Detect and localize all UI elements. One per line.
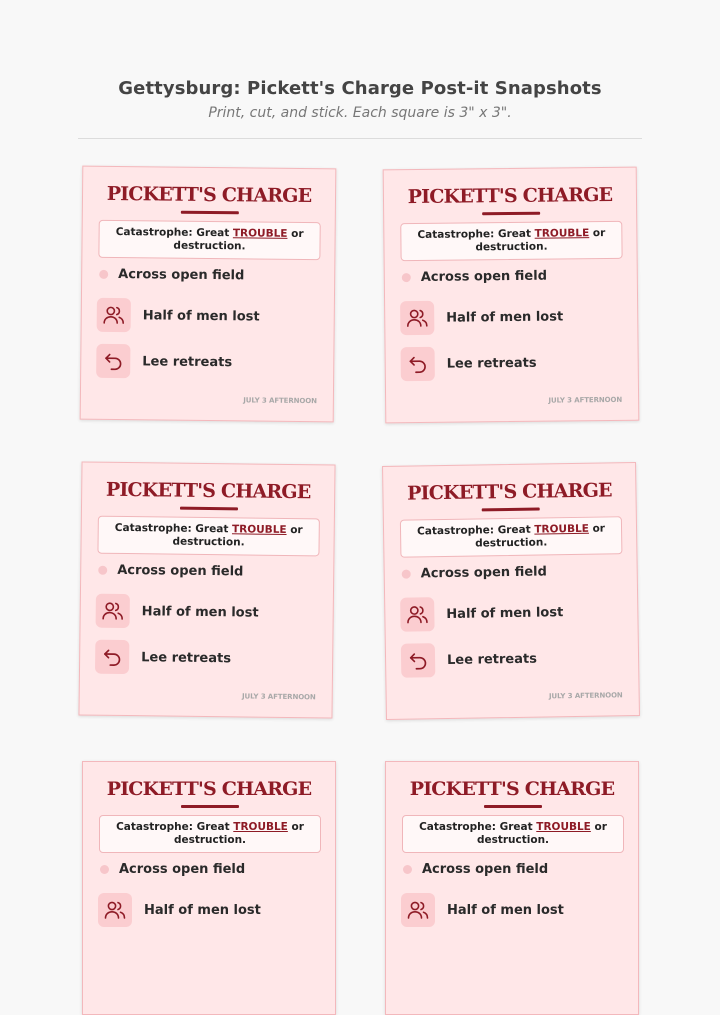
bullet-dot-icon [402, 273, 411, 282]
page-title: Gettysburg: Pickett's Charge Post-it Snapshots [118, 78, 602, 99]
notes-grid[interactable] [0, 150, 720, 918]
definition-box [400, 516, 623, 557]
item-label: Across open field [117, 562, 244, 580]
undo-arrow-icon [401, 643, 436, 678]
definition-prefix: Catastrophe: Great [116, 821, 234, 833]
note-heading-underline [482, 212, 540, 216]
definition-suffix: or destruction. [173, 227, 304, 253]
note-item-lee-retreats [401, 642, 537, 678]
item-label: Across open field [420, 564, 547, 582]
note-heading-underline [180, 507, 238, 511]
note-stamp: JULY 3 AFTERNOON [548, 395, 623, 405]
note-item-open-field [400, 269, 547, 286]
note-item-open-field [401, 862, 548, 877]
bullet-dot-icon [99, 270, 108, 279]
note-stamp: JULY 3 AFTERNOON [243, 396, 317, 406]
definition-keyword: TROUBLE [534, 522, 589, 536]
note-item-men-lost [401, 893, 564, 927]
note-item-men-lost [98, 893, 261, 927]
definition-prefix: Catastrophe: Great [417, 523, 535, 538]
note-heading: PICKETT'S CHARGE [105, 478, 311, 504]
definition-box [98, 220, 320, 260]
note-item-lee-retreats [95, 640, 231, 676]
item-label: Half of men lost [141, 603, 259, 621]
item-label: Half of men lost [144, 902, 261, 918]
post-it-note [383, 167, 640, 424]
users-icon [401, 893, 435, 927]
note-item-men-lost [96, 594, 259, 630]
note-stamp: JULY 3 AFTERNOON [242, 692, 316, 702]
definition-box [99, 815, 321, 853]
post-it-note [80, 166, 337, 423]
note-heading: PICKETT'S CHARGE [409, 778, 615, 800]
definition-keyword: TROUBLE [534, 227, 590, 240]
undo-arrow-icon [95, 640, 129, 674]
definition-keyword: TROUBLE [232, 227, 288, 240]
note-heading: PICKETT'S CHARGE [106, 182, 312, 208]
note-item-open-field [96, 563, 243, 580]
bullet-dot-icon [100, 865, 109, 874]
item-label: Half of men lost [142, 307, 260, 325]
definition-prefix: Catastrophe: Great [419, 821, 537, 833]
note-item-open-field [400, 564, 547, 581]
definition-suffix: or destruction. [476, 821, 607, 846]
item-label: Across open field [119, 862, 246, 877]
definition-box [400, 221, 622, 261]
page-subtitle: Print, cut, and stick. Each square is 3" x 3". [208, 105, 512, 121]
bullet-dot-icon [402, 570, 411, 579]
item-label: Half of men lost [446, 308, 564, 326]
definition-suffix: or destruction. [475, 522, 606, 550]
note-heading-underline [484, 805, 542, 808]
note-item-lee-retreats [96, 344, 232, 379]
item-label: Across open field [118, 267, 245, 284]
users-icon [98, 893, 132, 927]
header-divider [78, 138, 642, 139]
definition-prefix: Catastrophe: Great [115, 226, 233, 240]
note-item-open-field [97, 267, 244, 284]
undo-arrow-icon [401, 347, 435, 381]
note-heading-underline [181, 211, 239, 215]
note-heading-underline [181, 805, 239, 808]
post-it-note [385, 761, 639, 1015]
definition-suffix: or destruction. [173, 821, 304, 846]
post-it-note [82, 761, 336, 1015]
note-item-men-lost [400, 299, 563, 335]
item-label: Half of men lost [446, 604, 564, 622]
definition-keyword: TROUBLE [231, 523, 287, 536]
bullet-dot-icon [98, 566, 107, 575]
item-label: Across open field [422, 862, 549, 877]
users-icon [400, 301, 434, 335]
definition-suffix: or destruction. [172, 523, 303, 549]
note-item-men-lost [400, 595, 563, 632]
note-stamp: JULY 3 AFTERNOON [548, 691, 623, 701]
item-label: Lee retreats [446, 355, 537, 372]
note-item-lee-retreats [401, 346, 537, 381]
definition-keyword: TROUBLE [536, 821, 591, 833]
item-label: Lee retreats [446, 651, 538, 668]
note-item-open-field [98, 862, 245, 877]
item-label: Lee retreats [141, 649, 232, 666]
note-item-men-lost [97, 298, 260, 334]
definition-prefix: Catastrophe: Great [417, 227, 535, 241]
definition-box [402, 815, 624, 853]
users-icon [96, 594, 130, 628]
note-heading: PICKETT'S CHARGE [407, 479, 612, 505]
note-heading: PICKETT'S CHARGE [106, 778, 312, 800]
page-header [0, 78, 720, 121]
note-heading-underline [482, 508, 540, 512]
item-label: Half of men lost [447, 902, 564, 918]
users-icon [400, 597, 435, 632]
post-it-note [382, 462, 640, 720]
definition-box [97, 516, 319, 557]
bullet-dot-icon [403, 865, 412, 874]
definition-suffix: or destruction. [475, 227, 606, 254]
post-it-note [78, 461, 335, 718]
definition-prefix: Catastrophe: Great [114, 521, 233, 536]
users-icon [97, 298, 131, 332]
undo-arrow-icon [96, 344, 130, 378]
item-label: Lee retreats [142, 353, 233, 370]
item-label: Across open field [420, 268, 548, 285]
definition-keyword: TROUBLE [233, 821, 288, 833]
note-heading: PICKETT'S CHARGE [407, 183, 613, 209]
